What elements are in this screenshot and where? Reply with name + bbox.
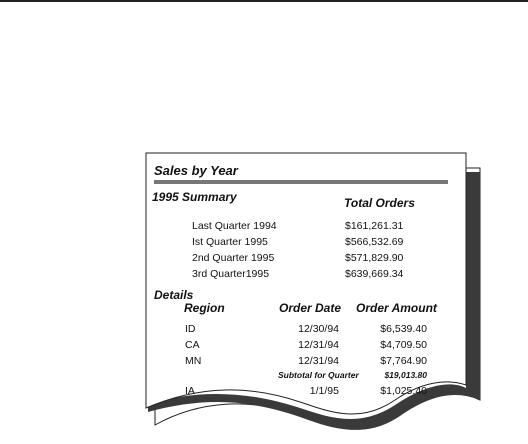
- summary-row-label: 2nd Quarter 1995: [192, 252, 275, 264]
- details-column-order-amount: Order Amount: [356, 301, 437, 315]
- summary-row-value: $639,669.34: [345, 268, 404, 280]
- title-underline-bar: [154, 180, 448, 184]
- summary-row-label: Last Quarter 1994: [192, 220, 277, 232]
- subtotal-value: $19,013.80: [384, 370, 427, 380]
- details-row-date: 12/30/94: [298, 323, 339, 335]
- details-row-amount: $7,764.90: [380, 355, 427, 367]
- details-row-date: 12/31/94: [298, 339, 339, 351]
- details-heading: Details: [154, 288, 194, 302]
- details-column-region: Region: [184, 301, 225, 315]
- summary-row-label: 3rd Quarter1995: [192, 268, 270, 280]
- details-row-region: IA: [185, 385, 195, 397]
- details-column-order-date: Order Date: [279, 301, 342, 315]
- summary-row-value: $566,532.69: [345, 236, 404, 248]
- details-row-amount: $4,709.50: [380, 339, 427, 351]
- details-row-amount: $1,025.40: [380, 385, 427, 397]
- summary-heading: 1995 Summary: [152, 190, 237, 204]
- summary-row-value: $161,261.31: [345, 220, 404, 232]
- details-row-region: ID: [185, 323, 196, 335]
- summary-row-label: Ist Quarter 1995: [192, 236, 268, 248]
- details-row-amount: $6,539.40: [380, 323, 427, 335]
- report-title: Sales by Year: [154, 163, 238, 178]
- details-row-region: CA: [185, 339, 200, 351]
- details-row-date: 12/31/94: [298, 355, 339, 367]
- details-row-date: 1/1/95: [309, 385, 339, 397]
- subtotal-label: Subtotal for Quarter: [278, 370, 359, 380]
- summary-column-header: Total Orders: [344, 196, 415, 210]
- details-row-region: MN: [185, 355, 202, 367]
- summary-row-value: $571,829.90: [345, 252, 404, 264]
